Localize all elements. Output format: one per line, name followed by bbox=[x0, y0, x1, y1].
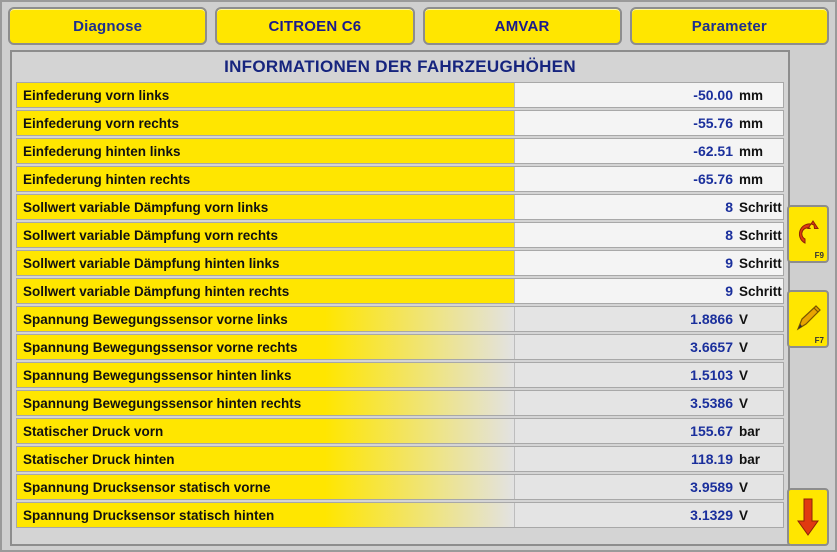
parameter-unit: mm bbox=[739, 115, 764, 131]
parameter-value-cell bbox=[515, 475, 783, 499]
parameter-unit: mm bbox=[739, 171, 764, 187]
scroll-down-button[interactable] bbox=[787, 488, 829, 546]
parameter-value-cell bbox=[515, 251, 783, 275]
parameter-value-cell bbox=[515, 447, 783, 471]
tab-parameter[interactable] bbox=[630, 7, 829, 45]
back-button[interactable] bbox=[787, 205, 829, 263]
parameter-unit: Schritt bbox=[739, 199, 782, 215]
parameter-value-cell bbox=[515, 391, 783, 415]
table-row[interactable] bbox=[16, 502, 784, 528]
page-title: INFORMATIONEN DER FAHRZEUGHÖHEN bbox=[12, 52, 788, 82]
parameter-label: Spannung Bewegungssensor hinten links bbox=[17, 363, 515, 387]
parameter-label: Spannung Drucksensor statisch vorne bbox=[17, 475, 515, 499]
parameter-label: Spannung Bewegungssensor hinten rechts bbox=[17, 391, 515, 415]
table-row[interactable] bbox=[16, 306, 784, 332]
parameter-unit: Schritt bbox=[739, 283, 782, 299]
back-button-fkey: F9 bbox=[814, 251, 824, 260]
parameter-value-cell bbox=[515, 139, 783, 163]
parameter-value: 9 bbox=[725, 283, 733, 299]
parameter-value: -50.00 bbox=[693, 87, 733, 103]
table-row[interactable] bbox=[16, 418, 784, 444]
pencil-icon bbox=[794, 303, 822, 335]
parameter-value-cell bbox=[515, 111, 783, 135]
parameter-label: Einfederung vorn links bbox=[17, 83, 515, 107]
parameter-value: 155.67 bbox=[690, 423, 733, 439]
parameter-label: Einfederung hinten rechts bbox=[17, 167, 515, 191]
parameter-value: -65.76 bbox=[693, 171, 733, 187]
parameter-value: 3.5386 bbox=[690, 395, 733, 411]
parameter-unit: Schritt bbox=[739, 227, 782, 243]
parameter-value: 9 bbox=[725, 255, 733, 271]
parameter-value-cell bbox=[515, 83, 783, 107]
tab-parameter-label: Parameter bbox=[691, 17, 767, 35]
parameter-unit: Schritt bbox=[739, 255, 782, 271]
parameter-unit: V bbox=[739, 367, 749, 383]
tab-system[interactable] bbox=[423, 7, 622, 45]
parameter-unit: V bbox=[739, 311, 749, 327]
parameter-label: Sollwert variable Dämpfung hinten links bbox=[17, 251, 515, 275]
edit-button[interactable] bbox=[787, 290, 829, 348]
table-row[interactable] bbox=[16, 222, 784, 248]
parameter-value: -62.51 bbox=[693, 143, 733, 159]
parameter-value: 3.1329 bbox=[690, 507, 733, 523]
parameter-value-cell bbox=[515, 419, 783, 443]
parameter-value: 3.6657 bbox=[690, 339, 733, 355]
table-row[interactable] bbox=[16, 390, 784, 416]
parameter-value-cell bbox=[515, 279, 783, 303]
table-row[interactable] bbox=[16, 82, 784, 108]
parameter-value: 8 bbox=[725, 227, 733, 243]
table-row[interactable] bbox=[16, 278, 784, 304]
parameter-label: Sollwert variable Dämpfung hinten rechts bbox=[17, 279, 515, 303]
parameter-unit: V bbox=[739, 395, 749, 411]
parameter-value: 3.9589 bbox=[690, 479, 733, 495]
tab-diagnose[interactable] bbox=[8, 7, 207, 45]
parameter-label: Statischer Druck vorn bbox=[17, 419, 515, 443]
tab-vehicle[interactable] bbox=[215, 7, 414, 45]
table-row[interactable] bbox=[16, 110, 784, 136]
parameter-value: 1.8866 bbox=[690, 311, 733, 327]
tab-diagnose-label: Diagnose bbox=[73, 17, 143, 35]
tab-system-label: AMVAR bbox=[494, 17, 550, 35]
parameter-value: 1.5103 bbox=[690, 367, 733, 383]
parameter-list bbox=[12, 82, 788, 528]
parameter-value: 118.19 bbox=[690, 451, 733, 467]
parameter-value-cell bbox=[515, 223, 783, 247]
parameter-value-cell bbox=[515, 335, 783, 359]
parameter-label: Statischer Druck hinten bbox=[17, 447, 515, 471]
down-arrow-icon bbox=[797, 497, 819, 537]
parameter-unit: mm bbox=[739, 87, 764, 103]
parameter-unit: bar bbox=[739, 451, 761, 467]
parameter-unit: V bbox=[739, 507, 749, 523]
table-row[interactable] bbox=[16, 138, 784, 164]
parameter-value-cell bbox=[515, 307, 783, 331]
parameter-unit: mm bbox=[739, 143, 764, 159]
parameter-panel bbox=[10, 50, 790, 546]
parameter-value-cell bbox=[515, 167, 783, 191]
parameter-label: Sollwert variable Dämpfung vorn links bbox=[17, 195, 515, 219]
table-row[interactable] bbox=[16, 362, 784, 388]
table-row[interactable] bbox=[16, 166, 784, 192]
undo-arrow-icon bbox=[796, 219, 820, 249]
table-row[interactable] bbox=[16, 250, 784, 276]
parameter-value-cell bbox=[515, 503, 783, 527]
parameter-value-cell bbox=[515, 363, 783, 387]
parameter-label: Sollwert variable Dämpfung vorn rechts bbox=[17, 223, 515, 247]
parameter-unit: V bbox=[739, 339, 749, 355]
parameter-label: Spannung Bewegungssensor vorne links bbox=[17, 307, 515, 331]
parameter-value-cell bbox=[515, 195, 783, 219]
parameter-label: Spannung Drucksensor statisch hinten bbox=[17, 503, 515, 527]
parameter-label: Einfederung hinten links bbox=[17, 139, 515, 163]
tab-vehicle-label: CITROEN C6 bbox=[268, 17, 362, 35]
table-row[interactable] bbox=[16, 194, 784, 220]
edit-button-fkey: F7 bbox=[814, 336, 824, 345]
table-row[interactable] bbox=[16, 474, 784, 500]
top-tab-bar bbox=[2, 2, 835, 49]
table-row[interactable] bbox=[16, 334, 784, 360]
table-row[interactable] bbox=[16, 446, 784, 472]
parameter-label: Spannung Bewegungssensor vorne rechts bbox=[17, 335, 515, 359]
parameter-unit: bar bbox=[739, 423, 761, 439]
parameter-label: Einfederung vorn rechts bbox=[17, 111, 515, 135]
parameter-value: 8 bbox=[725, 199, 733, 215]
parameter-unit: V bbox=[739, 479, 749, 495]
parameter-value: -55.76 bbox=[693, 115, 733, 131]
